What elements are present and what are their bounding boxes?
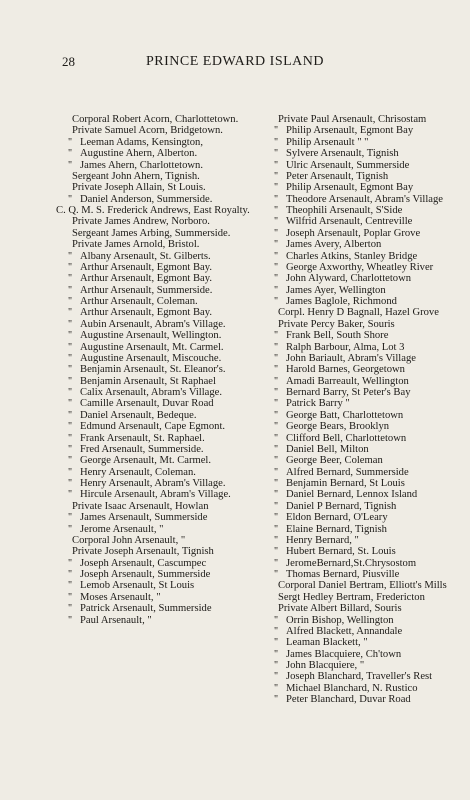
ditto-mark: " (274, 193, 279, 205)
roll-entry (56, 558, 264, 569)
entry-text: Lemob Arsenault, St Louis (80, 580, 195, 592)
entry-text: Michael Blanchard, N. Rustico (286, 682, 418, 694)
ditto-mark: " (68, 273, 73, 285)
ditto-mark: " (274, 136, 279, 148)
entry-text: George Beer, Coleman (286, 455, 383, 467)
ditto-mark: " (68, 341, 73, 353)
entry-text: James Ayer, Wellington (286, 284, 386, 296)
entry-text: Eldon Bernard, O'Leary (286, 512, 388, 524)
roll-entry (56, 524, 264, 535)
roll-entry (262, 319, 462, 330)
entry-text: Paul Arsenault, " (80, 614, 152, 626)
ditto-mark: " (274, 341, 279, 353)
right-column (262, 114, 462, 706)
roll-entry (262, 580, 462, 591)
page-header (0, 54, 470, 74)
ditto-mark: " (274, 523, 279, 535)
entry-text: Private Samuel Acorn, Bridgetown. (72, 125, 223, 137)
ditto-mark: " (274, 421, 279, 433)
entry-text: James Avery, Alberton (286, 239, 382, 251)
entry-text: George Batt, Charlottetown (286, 409, 404, 421)
roll-entry (56, 307, 264, 318)
ditto-mark: " (274, 660, 279, 671)
entry-text: Sergeant John Ahern, Tignish. (72, 170, 200, 182)
ditto-mark: " (274, 671, 279, 683)
ditto-mark: " (274, 557, 279, 569)
roll-entry (56, 171, 264, 182)
roll-entry (262, 125, 462, 136)
roll-entry (262, 160, 462, 171)
ditto-mark: " (68, 557, 73, 569)
roll-entry (56, 501, 264, 512)
entry-text: Corporal Daniel Bertram, Elliott's Mills (278, 580, 447, 592)
roll-entry (262, 592, 462, 603)
ditto-mark: " (274, 569, 279, 580)
roll-entry (56, 580, 264, 591)
roll-entry (56, 603, 264, 614)
roll-entry (56, 251, 264, 262)
ditto-mark: " (68, 512, 73, 524)
roll-entry (262, 410, 462, 421)
entry-text: Philip Arsenault, Egmont Bay (286, 125, 414, 137)
roll-entry (262, 512, 462, 523)
entry-text: Private Percy Baker, Souris (278, 318, 395, 330)
ditto-mark: " (274, 500, 279, 512)
ditto-mark: " (68, 455, 73, 467)
ditto-mark: " (68, 591, 73, 603)
entry-text: Arthur Arsenault, Summerside. (80, 284, 213, 296)
ditto-mark: " (274, 546, 279, 558)
ditto-mark: " (68, 159, 73, 171)
entry-text: Clifford Bell, Charlottetown (286, 432, 407, 444)
entry-text: Frank Arsenault, St. Raphael. (80, 432, 205, 444)
ditto-mark: " (68, 569, 73, 580)
roll-entry (262, 398, 462, 409)
roll-entry (56, 489, 264, 500)
roll-entry (56, 125, 264, 136)
roll-entry (262, 489, 462, 500)
entry-text: Frank Bell, South Shore (286, 330, 389, 342)
entry-text: George Axworthy, Wheatley River (286, 261, 434, 273)
entry-text: James Ahern, Charlottetown. (80, 159, 203, 171)
entry-text: Camille Arsenault, Duvar Road (80, 398, 214, 410)
ditto-mark: " (274, 148, 279, 160)
entry-text: JeromeBernard,St.Chrysostom (286, 557, 417, 569)
entry-text: Augustine Arsenault, Wellington. (80, 330, 222, 342)
ditto-mark: " (274, 330, 279, 342)
roll-entry (56, 216, 264, 227)
roll-entry (262, 478, 462, 489)
roll-entry (262, 262, 462, 273)
entry-text: Daniel P Bernard, Tignish (286, 500, 397, 512)
entry-text: Henry Arsenault, Coleman. (80, 466, 196, 478)
entry-text: C. Q. M. S. Frederick Andrews, East Royalty. (56, 205, 250, 216)
ditto-mark: " (274, 284, 279, 296)
entry-text: James Blacquiere, Ch'town (286, 648, 402, 660)
roll-entry (262, 228, 462, 239)
roll-entry (56, 421, 264, 432)
ditto-mark: " (274, 296, 279, 307)
ditto-mark: " (68, 261, 73, 273)
roll-entry (262, 273, 462, 284)
roll-entry (56, 114, 264, 125)
ditto-mark: " (274, 387, 279, 398)
ditto-mark: " (274, 466, 279, 478)
roll-entry (56, 535, 264, 546)
entry-text: Benjamin Arsenault, St Raphael (80, 375, 216, 387)
roll-entry (262, 637, 462, 648)
roll-entry (56, 376, 264, 387)
ditto-mark: " (68, 330, 73, 342)
entry-text: Ulric Arsenault, Summerside (286, 159, 410, 171)
roll-entry (56, 148, 264, 159)
ditto-mark: " (274, 125, 279, 137)
entry-text: Arthur Arsenault, Egmont Bay. (80, 273, 213, 285)
ditto-mark: " (274, 375, 279, 387)
ditto-mark: " (68, 489, 73, 501)
entry-text: Peter Blanchard, Duvar Road (286, 694, 411, 706)
ditto-mark: " (274, 614, 279, 626)
ditto-mark: " (274, 159, 279, 171)
entry-text: Sergeant James Arbing, Summerside. (72, 227, 231, 239)
roll-entry (262, 649, 462, 660)
ditto-mark: " (68, 421, 73, 433)
entry-text: Sergt Hedley Bertram, Fredericton (278, 591, 425, 603)
entry-text: Arthur Arsenault, Coleman. (80, 296, 198, 307)
roll-entry (262, 342, 462, 353)
entry-text: Joseph Arsenault, Poplar Grove (286, 227, 421, 239)
ditto-mark: " (274, 478, 279, 489)
roll-entry (262, 376, 462, 387)
roll-entry (262, 307, 462, 318)
roll-entry (262, 603, 462, 614)
entry-text: George Bears, Brooklyn (286, 421, 390, 433)
ditto-mark: " (68, 523, 73, 535)
roll-entry (56, 364, 264, 375)
ditto-mark: " (68, 318, 73, 330)
entry-text: Benjamin Bernard, St Louis (286, 478, 405, 489)
entry-text: Hubert Bernard, St. Louis (286, 546, 396, 558)
ditto-mark: " (68, 580, 73, 592)
roll-entry (56, 353, 264, 364)
entry-text: Aubin Arsenault, Abram's Village. (80, 318, 226, 330)
entry-text: Augustine Ahern, Alberton. (80, 148, 198, 160)
roll-entry (262, 683, 462, 694)
roll-entry (262, 205, 462, 216)
roll-entry (56, 205, 264, 216)
roll-entry (262, 546, 462, 557)
ditto-mark: " (68, 466, 73, 478)
ditto-mark: " (274, 409, 279, 421)
roll-entry (262, 455, 462, 466)
roll-entry (262, 171, 462, 182)
entry-text: Orrin Bishop, Wellington (286, 614, 394, 626)
ditto-mark: " (274, 182, 279, 194)
ditto-mark: " (68, 398, 73, 410)
roll-entry (262, 626, 462, 637)
roll-entry (56, 433, 264, 444)
roll-entry (56, 285, 264, 296)
ditto-mark: " (274, 648, 279, 660)
entry-text: Private Paul Arsenault, Chrisostam (278, 114, 427, 125)
roll-entry (262, 660, 462, 671)
entry-text: Henry Bernard, " (286, 534, 359, 546)
entry-text: Corporal Robert Acorn, Charlottetown. (72, 114, 239, 125)
entry-text: Theophili Arsenault, S'Side (286, 205, 403, 216)
roll-entry (56, 455, 264, 466)
ditto-mark: " (274, 261, 279, 273)
entry-text: Joseph Arsenault, Summerside (80, 569, 211, 580)
roll-entry (262, 194, 462, 205)
ditto-mark: " (274, 625, 279, 637)
roll-entry (56, 546, 264, 557)
roll-entry (262, 671, 462, 682)
roll-entry (56, 467, 264, 478)
entry-text: Leeman Adams, Kensington, (80, 136, 203, 148)
roll-entry (56, 296, 264, 307)
ditto-mark: " (68, 387, 73, 398)
ditto-mark: " (274, 205, 279, 216)
roll-entry (262, 239, 462, 250)
roll-entry (262, 251, 462, 262)
entry-text: Corpl. Henry D Bagnall, Hazel Grove (278, 307, 439, 319)
ditto-mark: " (274, 489, 279, 501)
ditto-mark: " (274, 364, 279, 376)
roll-entry (56, 182, 264, 193)
entry-text: John Alyward, Charlottetown (286, 273, 412, 285)
roll-entry (262, 524, 462, 535)
entry-text: Alfred Bernard, Summerside (286, 466, 409, 478)
entry-text: Alfred Blackett, Annandale (286, 625, 403, 637)
ditto-mark: " (68, 432, 73, 444)
entry-text: Amadi Barreault, Wellington (286, 375, 409, 387)
entry-text: Private Joseph Arsenault, Tignish (72, 546, 214, 558)
entry-text: Patrick Barry " (286, 398, 350, 410)
entry-text: Daniel Arsenault, Bedeque. (80, 409, 197, 421)
ditto-mark: " (274, 694, 279, 706)
entry-text: Sylvere Arsenault, Tignish (286, 148, 399, 160)
roll-entry (56, 319, 264, 330)
ditto-mark: " (68, 443, 73, 455)
entry-text: Jerome Arsenault, " (80, 523, 164, 535)
entry-text: Corporal John Arsenault, " (72, 534, 186, 546)
roll-entry (262, 387, 462, 398)
entry-text: Leaman Blackett, " (286, 637, 368, 649)
roll-entry (262, 148, 462, 159)
ditto-mark: " (274, 170, 279, 182)
roll-entry (56, 592, 264, 603)
entry-text: John Bariault, Abram's Village (286, 352, 416, 364)
roll-entry (262, 694, 462, 705)
ditto-mark: " (68, 284, 73, 296)
ditto-mark: " (68, 307, 73, 319)
entry-text: Private James Andrew, Norboro. (72, 216, 210, 228)
entry-text: Ralph Barbour, Alma, Lot 3 (286, 341, 405, 353)
roll-entry (262, 569, 462, 580)
ditto-mark: " (274, 455, 279, 467)
entry-text: Theodore Arsenault, Abram's Village (286, 193, 444, 205)
entry-text: Arthur Arsenault, Egmont Bay. (80, 261, 213, 273)
ditto-mark: " (68, 193, 73, 205)
ditto-mark: " (68, 478, 73, 489)
roll-entry (262, 182, 462, 193)
entry-text: Private James Arnold, Bristol. (72, 239, 200, 251)
ditto-mark: " (274, 398, 279, 410)
entry-text: Peter Arsenault, Tignish (286, 170, 389, 182)
roll-entry (56, 330, 264, 341)
roll-entry (262, 364, 462, 375)
roll-entry (56, 410, 264, 421)
roll-entry (56, 239, 264, 250)
entry-text: Philip Arsenault " " (286, 136, 369, 148)
ditto-mark: " (274, 512, 279, 524)
entry-text: Private Albert Billard, Souris (278, 603, 402, 615)
roll-entry (262, 615, 462, 626)
roll-entry (56, 342, 264, 353)
entry-text: Daniel Bernard, Lennox Island (286, 489, 418, 501)
entry-text: Elaine Bernard, Tignish (286, 523, 387, 535)
roll-entry (262, 501, 462, 512)
entry-text: Joseph Blanchard, Traveller's Rest (286, 671, 433, 683)
roll-entry (56, 273, 264, 284)
roll-entry (262, 216, 462, 227)
ditto-mark: " (274, 239, 279, 251)
ditto-mark: " (274, 443, 279, 455)
ditto-mark: " (274, 216, 279, 228)
roll-entry (262, 330, 462, 341)
ditto-mark: " (274, 682, 279, 694)
roll-entry (262, 535, 462, 546)
left-column (56, 114, 264, 626)
ditto-mark: " (68, 603, 73, 615)
entry-text: Fred Arsenault, Summerside. (80, 443, 204, 455)
roll-entry (262, 285, 462, 296)
entry-text: Joseph Arsenault, Cascumpec (80, 557, 207, 569)
entry-text: Thomas Bernard, Piusville (286, 569, 400, 580)
roll-entry (56, 194, 264, 205)
ditto-mark: " (68, 352, 73, 364)
entry-text: Bernard Barry, St Peter's Bay (286, 387, 411, 398)
ditto-mark: " (274, 432, 279, 444)
entry-text: Harold Barnes, Georgetown (286, 364, 405, 376)
roll-entry (262, 114, 462, 125)
page-number: 28 (62, 54, 75, 69)
entry-text: James Arsenault, Summerside (80, 512, 208, 524)
roll-entry (262, 137, 462, 148)
entry-text: Patrick Arsenault, Summerside (80, 603, 212, 615)
ditto-mark: " (274, 352, 279, 364)
ditto-mark: " (274, 534, 279, 546)
roll-entry (56, 569, 264, 580)
roll-entry (262, 558, 462, 569)
roll-entry (262, 467, 462, 478)
ditto-mark: " (68, 375, 73, 387)
ditto-mark: " (274, 273, 279, 285)
roll-entry (262, 353, 462, 364)
entry-text: John Blacquiere, " (286, 660, 365, 671)
roll-entry (262, 433, 462, 444)
entry-text: Edmund Arsenault, Cape Egmont. (80, 421, 226, 433)
roll-entry (56, 444, 264, 455)
entry-text: Daniel Bell, Milton (286, 443, 369, 455)
ditto-mark: " (274, 227, 279, 239)
roll-entry (56, 615, 264, 626)
roll-entry (56, 387, 264, 398)
ditto-mark: " (274, 250, 279, 262)
roll-entry (262, 421, 462, 432)
ditto-mark: " (68, 136, 73, 148)
entry-text: Daniel Anderson, Summerside. (80, 193, 213, 205)
entry-text: Philip Arsenault, Egmont Bay (286, 182, 414, 194)
entry-text: Augustine Arsenault, Mt. Carmel. (80, 341, 224, 353)
roll-entry (56, 478, 264, 489)
roll-entry (56, 160, 264, 171)
ditto-mark: " (68, 364, 73, 376)
entry-text: Wilfrid Arsenault, Centreville (286, 216, 413, 228)
entry-text: Calix Arsenault, Abram's Village. (80, 387, 223, 398)
roll-entry (56, 398, 264, 409)
entry-text: Charles Atkins, Stanley Bridge (286, 250, 418, 262)
entry-text: Hircule Arsenault, Abram's Village. (80, 489, 231, 501)
roll-entry (262, 444, 462, 455)
roll-entry (56, 228, 264, 239)
entry-text: Arthur Arsenault, Egmont Bay. (80, 307, 213, 319)
entry-text: Private Joseph Allain, St Louis. (72, 182, 206, 194)
ditto-mark: " (68, 614, 73, 626)
ditto-mark: " (68, 250, 73, 262)
page-title: PRINCE EDWARD ISLAND (146, 54, 324, 69)
roll-entry (56, 137, 264, 148)
roll-entry (56, 262, 264, 273)
entry-text: Moses Arsenault, " (80, 591, 161, 603)
entry-text: Augustine Arsenault, Miscouche. (80, 352, 222, 364)
ditto-mark: " (68, 296, 73, 307)
ditto-mark: " (274, 637, 279, 649)
ditto-mark: " (68, 148, 73, 160)
entry-text: James Baglole, Richmond (286, 296, 397, 307)
entry-text: Henry Arsenault, Abram's Village. (80, 478, 226, 489)
roll-entry (56, 512, 264, 523)
entry-text: Private Isaac Arsenault, Howlan (72, 500, 209, 512)
ditto-mark: " (68, 409, 73, 421)
entry-text: Albany Arsenault, St. Gilberts. (80, 250, 211, 262)
entry-text: George Arsenault, Mt. Carmel. (80, 455, 212, 467)
roll-entry (262, 296, 462, 307)
entry-text: Benjamin Arsenault, St. Eleanor's. (80, 364, 226, 376)
